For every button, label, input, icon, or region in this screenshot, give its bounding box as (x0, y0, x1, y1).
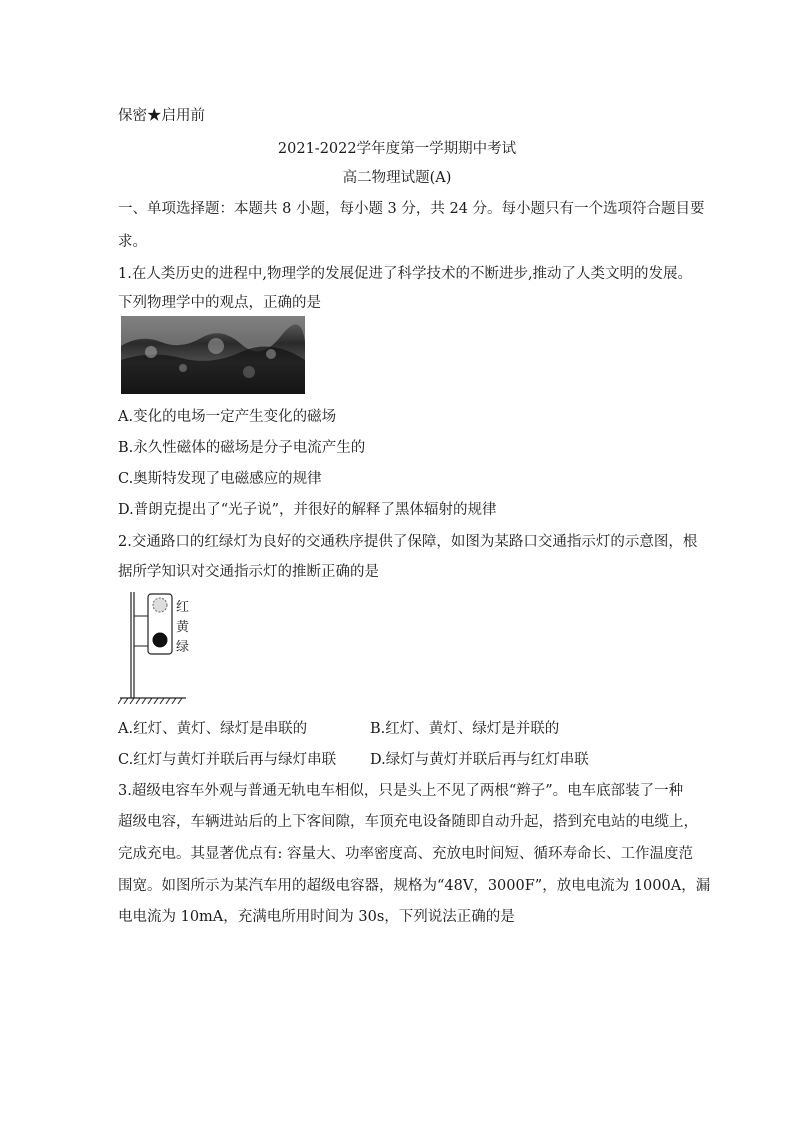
label-yellow: 黄 (176, 620, 190, 635)
q3-line2: 超级电容，车辆进站后的上下客间隙，车顶充电设备随即自动升起，搭到充电站的电缆上， (118, 814, 698, 830)
exam-title: 2021-2022学年度第一学期期中考试 (277, 141, 517, 157)
q2-option-a: A.红灯、黄灯、绿灯是串联的 (118, 721, 308, 737)
q2-option-c: C.红灯与黄灯并联后再与绿灯串联 (118, 752, 337, 768)
section-heading-line1: 一、单项选择题：本题共 8 小题，每小题 3 分，共 24 分。每小题只有一个选项符合题目要 (118, 201, 705, 217)
q3-line3: 完成充电。其显著优点有: 容量大、功率密度高、充放电时间短、循环寿命长、工作温度范 (118, 846, 693, 862)
q1-photo (121, 316, 305, 394)
q2-stem-line1: 2.交通路口的红绿灯为良好的交通秩序提供了保障，如图为某路口交通指示灯的示意图，根 (118, 534, 698, 550)
q1-option-a: A.变化的电场一定产生变化的磁场 (118, 409, 337, 425)
q1-stem-line2: 下列物理学中的观点，正确的是 (118, 295, 321, 311)
q2-option-b: B.红灯、黄灯、绿灯是并联的 (370, 721, 560, 737)
q1-stem-line1: 1.在人类历史的进程中,物理学的发展促进了科学技术的不断进步,推动了人类文明的发展。 (118, 266, 693, 282)
q3-line4: 围宽。如图所示为某汽车用的超级电容器，规格为“48V，3000F”，放电电流为 1000A，漏 (118, 878, 711, 894)
traffic-light-labels (176, 598, 189, 658)
q3-line5: 电电流为 10mA，充满电所用时间为 30s，下列说法正确的是 (118, 909, 515, 925)
red-light-icon (153, 598, 167, 612)
green-light-icon (153, 633, 168, 648)
q2-option-d: D.绿灯与黄灯并联后再与红灯串联 (370, 752, 589, 768)
q1-option-d: D.普朗克提出了“光子说”，并很好的解释了黑体辐射的规律 (118, 502, 497, 518)
q3-line1: 3.超级电容车外观与普通无轨电车相似，只是头上不见了两根“辫子”。电车底部装了一种 (118, 783, 684, 799)
q1-option-c: C.奥斯特发现了电磁感应的规律 (118, 471, 322, 487)
q2-stem-line2: 据所学知识对交通指示灯的推断正确的是 (118, 564, 379, 580)
label-green: 绿 (176, 640, 190, 655)
q1-option-b: B.永久性磁体的磁场是分子电流产生的 (118, 440, 366, 456)
section-heading-line2: 求。 (118, 234, 147, 250)
label-red: 红 (176, 600, 190, 615)
secret-mark: 保密★启用前 (118, 108, 205, 124)
subject-title: 高二物理试题(A) (342, 170, 452, 186)
